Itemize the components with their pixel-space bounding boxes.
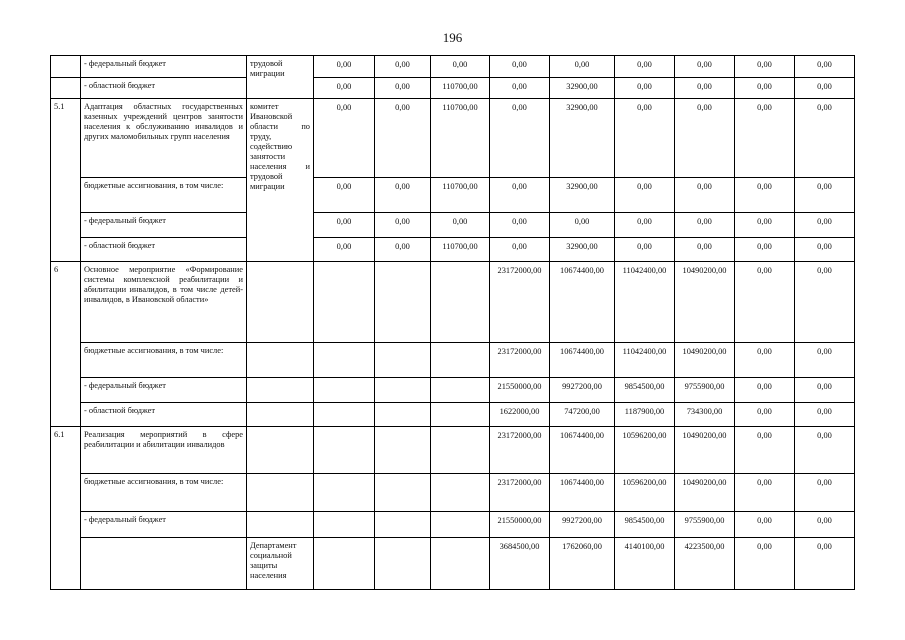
value-cell: 0,00 [615, 213, 675, 238]
value-cell: 11042400,00 [615, 343, 675, 378]
value-cell: 23172000,00 [490, 427, 550, 474]
value-cell [431, 378, 490, 403]
value-cell [314, 474, 375, 512]
executor-cell: комитет Ивановской области по труду, содействию занятости населения и трудовой миграции [247, 99, 314, 262]
row-name [81, 538, 247, 590]
table-row [51, 403, 855, 427]
value-cell: 0,00 [735, 378, 795, 403]
executor-cell: Департамент социальной защиты населения [247, 538, 314, 590]
value-cell: 0,00 [795, 99, 855, 178]
value-cell: 0,00 [490, 56, 550, 78]
value-cell: 747200,00 [550, 403, 615, 427]
value-cell [375, 403, 431, 427]
row-name: Адаптация областных государственных казенных учреждений центров занятости населения к обслуживанию инвалидов и других маломобильных групп населения [81, 99, 247, 178]
value-cell [375, 378, 431, 403]
row-name: - федеральный бюджет [81, 213, 247, 238]
value-cell: 9755900,00 [675, 512, 735, 538]
executor-cell [247, 474, 314, 512]
value-cell: 0,00 [735, 213, 795, 238]
table-row [51, 213, 855, 238]
value-cell: 0,00 [550, 213, 615, 238]
value-cell [431, 427, 490, 474]
value-cell: 0,00 [735, 238, 795, 262]
table-row [51, 78, 855, 99]
value-cell: 0,00 [795, 512, 855, 538]
value-cell: 0,00 [735, 343, 795, 378]
value-cell: 32900,00 [550, 238, 615, 262]
value-cell: 10490200,00 [675, 427, 735, 474]
value-cell: 0,00 [314, 56, 375, 78]
value-cell: 23172000,00 [490, 343, 550, 378]
value-cell: 0,00 [795, 474, 855, 512]
value-cell [375, 427, 431, 474]
value-cell: 0,00 [490, 213, 550, 238]
row-name: - федеральный бюджет [81, 512, 247, 538]
value-cell [314, 512, 375, 538]
value-cell: 32900,00 [550, 178, 615, 213]
value-cell [431, 538, 490, 590]
value-cell: 0,00 [675, 213, 735, 238]
value-cell: 0,00 [615, 99, 675, 178]
value-cell: 10596200,00 [615, 474, 675, 512]
value-cell [375, 262, 431, 343]
table-row [51, 512, 855, 538]
value-cell [375, 512, 431, 538]
row-name: Реализация мероприятий в сфере реабилитации и абилитации инвалидов [81, 427, 247, 474]
value-cell: 21550000,00 [490, 378, 550, 403]
value-cell: 10674400,00 [550, 474, 615, 512]
value-cell: 0,00 [795, 178, 855, 213]
value-cell: 0,00 [795, 343, 855, 378]
value-cell [314, 403, 375, 427]
table-row [51, 56, 855, 78]
value-cell: 9927200,00 [550, 378, 615, 403]
value-cell: 9854500,00 [615, 512, 675, 538]
value-cell: 0,00 [735, 56, 795, 78]
table-row [51, 99, 855, 178]
value-cell: 1187900,00 [615, 403, 675, 427]
value-cell: 0,00 [735, 474, 795, 512]
value-cell: 0,00 [675, 178, 735, 213]
value-cell: 0,00 [795, 538, 855, 590]
value-cell: 0,00 [675, 78, 735, 99]
row-number: 6.1 [51, 427, 81, 590]
budget-table [50, 55, 855, 590]
value-cell: 0,00 [375, 213, 431, 238]
value-cell: 0,00 [615, 238, 675, 262]
value-cell [431, 512, 490, 538]
value-cell: 0,00 [490, 99, 550, 178]
executor-cell [247, 343, 314, 378]
value-cell: 0,00 [431, 213, 490, 238]
value-cell [431, 343, 490, 378]
row-name: - федеральный бюджет [81, 56, 247, 78]
value-cell: 9755900,00 [675, 378, 735, 403]
value-cell: 4223500,00 [675, 538, 735, 590]
value-cell: 110700,00 [431, 99, 490, 178]
table-row [51, 427, 855, 474]
value-cell: 9927200,00 [550, 512, 615, 538]
value-cell: 0,00 [375, 238, 431, 262]
value-cell: 10596200,00 [615, 427, 675, 474]
value-cell: 4140100,00 [615, 538, 675, 590]
value-cell: 0,00 [795, 78, 855, 99]
value-cell [375, 474, 431, 512]
value-cell [314, 262, 375, 343]
row-name: - областной бюджет [81, 78, 247, 99]
value-cell: 0,00 [431, 56, 490, 78]
value-cell: 1622000,00 [490, 403, 550, 427]
value-cell: 110700,00 [431, 78, 490, 99]
value-cell: 11042400,00 [615, 262, 675, 343]
value-cell: 9854500,00 [615, 378, 675, 403]
value-cell: 0,00 [375, 99, 431, 178]
value-cell: 0,00 [795, 427, 855, 474]
value-cell [314, 427, 375, 474]
table-row [51, 378, 855, 403]
value-cell: 0,00 [795, 56, 855, 78]
row-number [51, 56, 81, 78]
value-cell: 0,00 [314, 178, 375, 213]
table-row [51, 474, 855, 512]
value-cell: 0,00 [314, 213, 375, 238]
row-name: бюджетные ассигнования, в том числе: [81, 474, 247, 512]
value-cell: 0,00 [795, 262, 855, 343]
value-cell: 0,00 [490, 238, 550, 262]
executor-cell [247, 262, 314, 343]
value-cell: 0,00 [735, 538, 795, 590]
row-name: Основное мероприятие «Формирование системы комплексной реабилитации и абилитации инвалидов, в том числе детей-инвалидов, в Ивановской области» [81, 262, 247, 343]
value-cell: 10490200,00 [675, 262, 735, 343]
row-name: - областной бюджет [81, 238, 247, 262]
value-cell: 0,00 [735, 427, 795, 474]
table-row [51, 178, 855, 213]
value-cell [431, 403, 490, 427]
value-cell: 32900,00 [550, 99, 615, 178]
value-cell: 0,00 [735, 178, 795, 213]
row-name: - областной бюджет [81, 403, 247, 427]
row-number: 6 [51, 262, 81, 427]
value-cell: 0,00 [675, 238, 735, 262]
value-cell: 0,00 [735, 262, 795, 343]
executor-cell [247, 427, 314, 474]
value-cell [375, 343, 431, 378]
value-cell: 3684500,00 [490, 538, 550, 590]
executor-cell [247, 512, 314, 538]
value-cell: 0,00 [735, 403, 795, 427]
value-cell: 0,00 [375, 78, 431, 99]
value-cell: 23172000,00 [490, 262, 550, 343]
executor-cell [247, 378, 314, 403]
value-cell [314, 343, 375, 378]
value-cell [314, 378, 375, 403]
value-cell: 0,00 [375, 178, 431, 213]
value-cell: 0,00 [314, 99, 375, 178]
value-cell [314, 538, 375, 590]
value-cell: 0,00 [314, 78, 375, 99]
row-name: бюджетные ассигнования, в том числе: [81, 343, 247, 378]
value-cell: 1762060,00 [550, 538, 615, 590]
executor-cell: трудовой миграции [247, 56, 314, 99]
value-cell: 0,00 [795, 213, 855, 238]
value-cell: 0,00 [550, 56, 615, 78]
value-cell [431, 474, 490, 512]
value-cell: 0,00 [375, 56, 431, 78]
table-row [51, 343, 855, 378]
value-cell: 110700,00 [431, 178, 490, 213]
value-cell: 0,00 [735, 512, 795, 538]
value-cell: 10674400,00 [550, 343, 615, 378]
value-cell [375, 538, 431, 590]
value-cell: 23172000,00 [490, 474, 550, 512]
value-cell: 0,00 [615, 78, 675, 99]
row-number [51, 78, 81, 99]
value-cell: 110700,00 [431, 238, 490, 262]
row-name: бюджетные ассигнования, в том числе: [81, 178, 247, 213]
value-cell: 32900,00 [550, 78, 615, 99]
value-cell: 10674400,00 [550, 427, 615, 474]
value-cell: 0,00 [615, 56, 675, 78]
value-cell: 0,00 [675, 99, 735, 178]
value-cell: 0,00 [490, 78, 550, 99]
value-cell: 0,00 [735, 78, 795, 99]
value-cell [431, 262, 490, 343]
value-cell: 0,00 [795, 238, 855, 262]
row-name: - федеральный бюджет [81, 378, 247, 403]
value-cell: 21550000,00 [490, 512, 550, 538]
value-cell: 10674400,00 [550, 262, 615, 343]
row-number: 5.1 [51, 99, 81, 262]
value-cell: 0,00 [795, 378, 855, 403]
table-row [51, 538, 855, 590]
value-cell: 0,00 [675, 56, 735, 78]
table-row [51, 238, 855, 262]
table-body [51, 56, 855, 590]
value-cell: 0,00 [314, 238, 375, 262]
page-number: 196 [442, 30, 463, 45]
value-cell: 0,00 [735, 99, 795, 178]
value-cell: 0,00 [615, 178, 675, 213]
value-cell: 734300,00 [675, 403, 735, 427]
value-cell: 0,00 [490, 178, 550, 213]
table-row [51, 262, 855, 343]
executor-cell [247, 403, 314, 427]
value-cell: 0,00 [795, 403, 855, 427]
value-cell: 10490200,00 [675, 474, 735, 512]
value-cell: 10490200,00 [675, 343, 735, 378]
